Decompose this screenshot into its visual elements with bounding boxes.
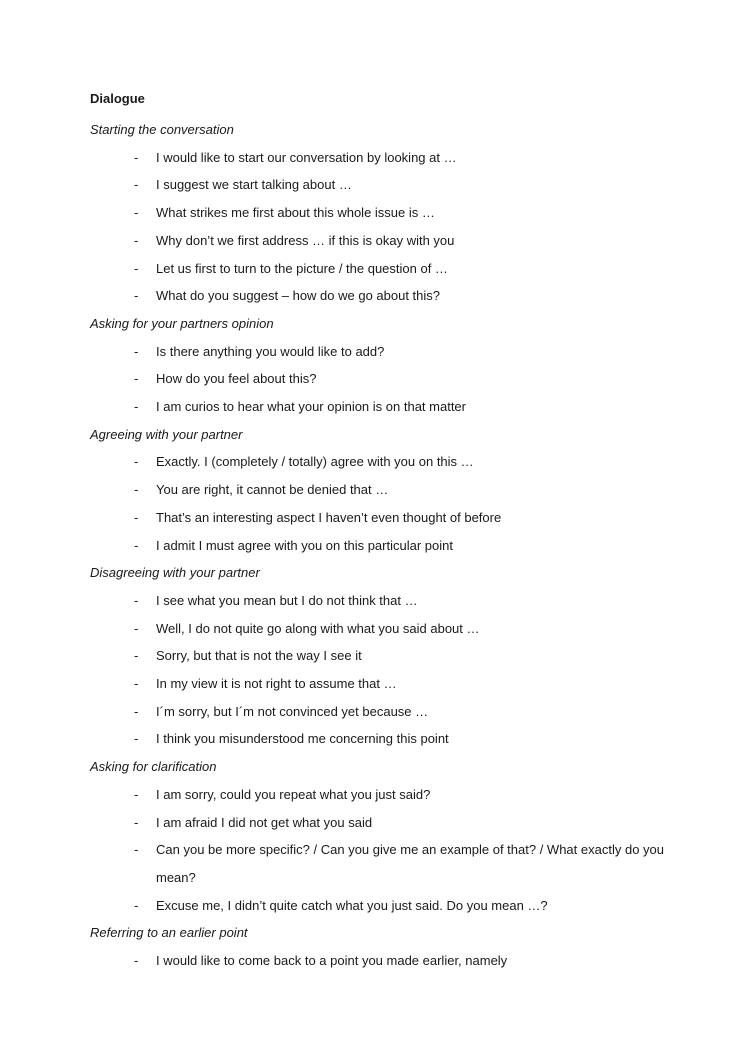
phrase-list xyxy=(90,144,670,310)
phrase-text: I admit I must agree with you on this particular point xyxy=(156,537,453,553)
list-item xyxy=(90,670,670,698)
phrase-text: I would like to come back to a point you made earlier, namely xyxy=(156,953,508,968)
phrase-text: Is there anything you would like to add? xyxy=(156,343,385,359)
list-item xyxy=(90,892,670,920)
phrase-list xyxy=(90,587,670,753)
phrase-list xyxy=(90,338,670,421)
list-item xyxy=(90,255,670,283)
phrase-list xyxy=(90,448,670,559)
list-item xyxy=(90,615,670,643)
phrase-text: I would like to start our conversation by looking at … xyxy=(156,149,457,165)
phrase-text: I see what you mean but I do not think that … xyxy=(156,592,418,608)
bullet-dash: - xyxy=(134,648,139,664)
bullet-dash: - xyxy=(134,897,139,913)
phrase-text: I am sorry, could you repeat what you just said? xyxy=(156,786,431,802)
phrase-text: I am afraid I did not get what you said xyxy=(156,814,373,830)
phrase-text: How do you feel about this? xyxy=(156,371,317,387)
section-heading: Starting the conversation xyxy=(90,121,234,137)
bullet-dash: - xyxy=(134,288,139,304)
list-item xyxy=(90,725,670,753)
bullet-dash: - xyxy=(134,676,139,691)
bullet-dash: - xyxy=(134,786,139,802)
list-item xyxy=(90,642,670,670)
list-item xyxy=(90,504,670,532)
phrase-text: Sorry, but that is not the way I see it xyxy=(156,648,362,664)
phrase-text: I´m sorry, but I´m not convinced yet because … xyxy=(156,703,429,719)
phrase-text: Exactly. I (completely / totally) agree with you on this … xyxy=(156,454,474,470)
bullet-dash: - xyxy=(134,205,139,221)
list-item xyxy=(90,476,670,504)
bullet-dash: - xyxy=(134,731,139,747)
list-item xyxy=(90,587,670,615)
list-item xyxy=(90,338,670,366)
bullet-dash: - xyxy=(134,953,139,968)
section-heading: Agreeing with your partner xyxy=(90,426,243,442)
section-heading: Disagreeing with your partner xyxy=(90,565,260,581)
phrase-text: Can you be more specific? / Can you give me an example of that? / What exactly do you mean? xyxy=(156,842,664,885)
phrase-text: That’s an interesting aspect I haven’t even thought of before xyxy=(156,509,502,525)
list-item xyxy=(90,448,670,476)
phrase-text: Excuse me, I didn’t quite catch what you just said. Do you mean …? xyxy=(156,897,548,913)
section-heading: Asking for clarification xyxy=(90,758,217,774)
bullet-dash: - xyxy=(134,371,139,387)
phrase-list xyxy=(90,781,670,920)
list-item xyxy=(90,144,670,172)
section-heading: Referring to an earlier point xyxy=(90,925,248,941)
document-page xyxy=(90,88,670,975)
bullet-dash: - xyxy=(134,177,139,193)
bullet-dash: - xyxy=(134,482,139,498)
phrase-text: Why don’t we first address … if this is okay with you xyxy=(156,232,455,248)
phrase-list xyxy=(90,947,670,975)
bullet-dash: - xyxy=(134,620,139,636)
bullet-dash: - xyxy=(134,232,139,248)
bullet-dash: - xyxy=(134,592,139,608)
bullet-dash: - xyxy=(134,537,139,553)
list-item xyxy=(90,227,670,255)
bullet-dash: - xyxy=(134,842,139,858)
list-item xyxy=(90,171,670,199)
phrase-text: You are right, it cannot be denied that … xyxy=(156,482,389,498)
list-item xyxy=(90,947,670,975)
list-item xyxy=(90,781,670,809)
phrase-text: Let us first to turn to the picture / the question of … xyxy=(156,260,448,276)
bullet-dash: - xyxy=(134,509,139,525)
phrase-text: In my view it is not right to assume that … xyxy=(156,676,397,691)
bullet-dash: - xyxy=(134,149,139,165)
list-item xyxy=(90,698,670,726)
bullet-dash: - xyxy=(134,703,139,719)
phrase-text: What do you suggest – how do we go about this? xyxy=(156,288,441,304)
bullet-dash: - xyxy=(134,260,139,276)
document-title: Dialogue xyxy=(90,91,145,106)
list-item xyxy=(90,282,670,310)
phrase-text: What strikes me first about this whole issue is … xyxy=(156,205,435,221)
phrase-text: I think you misunderstood me concerning this point xyxy=(156,731,449,747)
bullet-dash: - xyxy=(134,399,139,414)
section-heading: Asking for your partners opinion xyxy=(90,315,274,331)
list-item xyxy=(90,199,670,227)
list-item xyxy=(90,365,670,393)
list-item xyxy=(90,532,670,560)
phrase-text: Well, I do not quite go along with what you said about … xyxy=(156,620,480,636)
list-item xyxy=(90,809,670,837)
phrase-text: I suggest we start talking about … xyxy=(156,177,352,193)
bullet-dash: - xyxy=(134,454,139,470)
list-item xyxy=(90,836,670,891)
phrase-text: I am curios to hear what your opinion is on that matter xyxy=(156,399,466,414)
section-list xyxy=(90,116,670,975)
list-item xyxy=(90,393,670,421)
bullet-dash: - xyxy=(134,343,139,359)
bullet-dash: - xyxy=(134,814,139,830)
